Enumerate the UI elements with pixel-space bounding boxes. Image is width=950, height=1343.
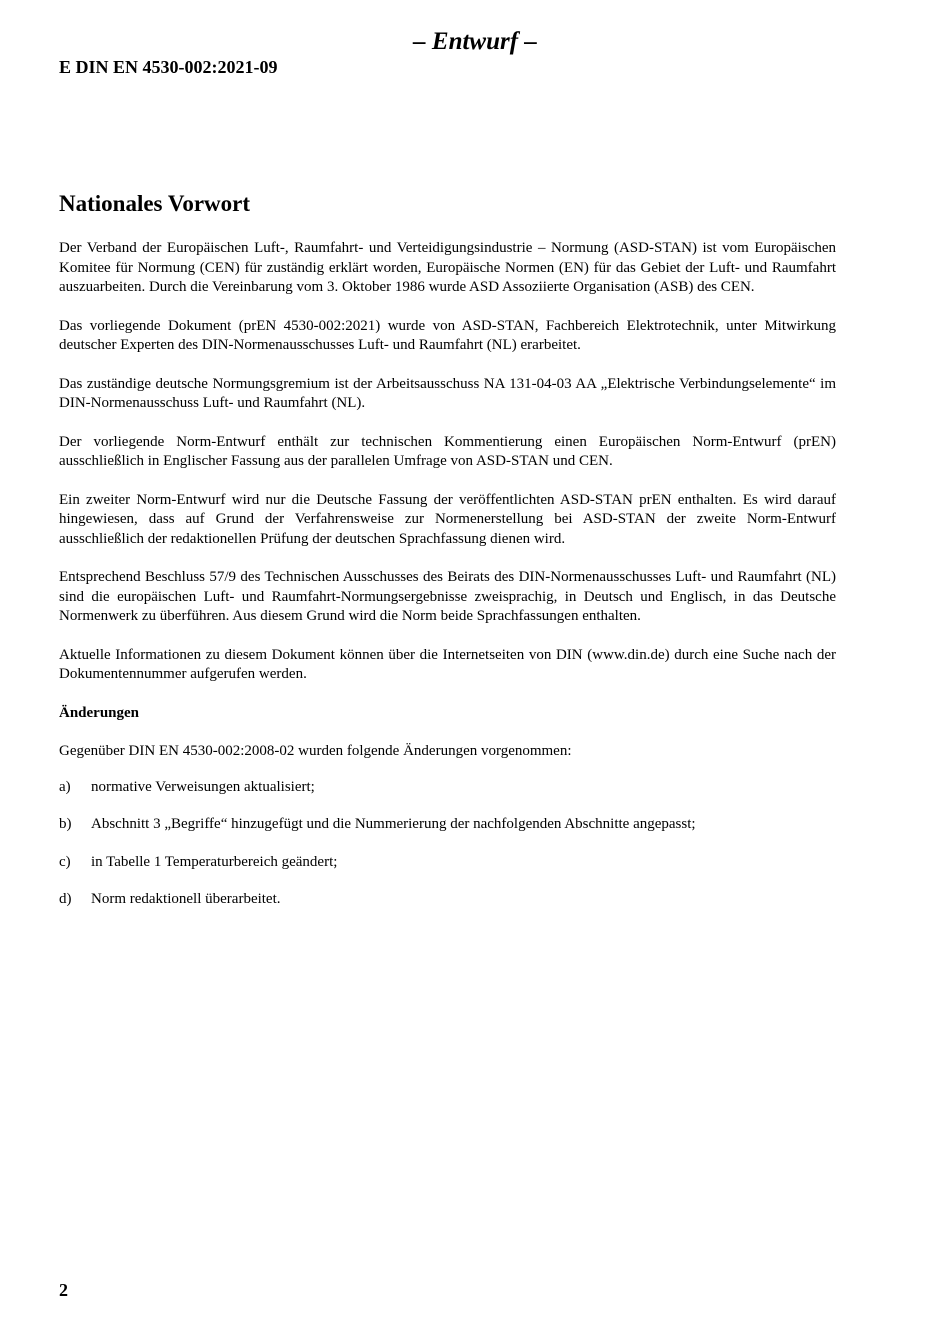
list-item — [59, 778, 836, 798]
list-text: Norm redaktionell überarbeitet. — [91, 891, 281, 907]
paragraph: Aktuelle Informationen zu diesem Dokument können über die Internetseiten von DIN (www.din.de) durch eine Suche nach der Dokumentennummer aufgerufen werden. — [59, 646, 836, 682]
list-item — [59, 890, 836, 910]
list-marker: b) — [59, 816, 72, 832]
section-title: Nationales Vorwort — [59, 191, 251, 216]
document-id: E DIN EN 4530-002:2021-09 — [59, 57, 278, 77]
paragraph: Das zuständige deutsche Normungsgremium ist der Arbeitsausschuss NA 131-04-03 AA „Elektrische Verbindungselemente“ im DIN-Normenausschuss Luft- und Raumfahrt (NL). — [59, 375, 836, 411]
list-marker: d) — [59, 891, 72, 907]
changes-heading: Änderungen — [59, 704, 140, 721]
changes-intro: Gegenüber DIN EN 4530-002:2008-02 wurden folgende Änderungen vorgenommen: — [59, 743, 572, 759]
paragraph: Ein zweiter Norm-Entwurf wird nur die Deutsche Fassung der veröffentlichten ASD-STAN prEN enthalten. Es wird darauf hingewiesen, dass auf Grund der Verfahrensweise zur Normenerstellung bei ASD-STAN der zweite Norm-Entwurf ausschließlich der redaktionellen Prüfung der deutschen Sprachfassung dienen wird. — [59, 491, 836, 547]
draft-watermark: – Entwurf – — [413, 28, 537, 55]
list-item — [59, 815, 836, 835]
page-number: 2 — [59, 1280, 68, 1300]
paragraph: Entsprechend Beschluss 57/9 des Technischen Ausschusses des Beirats des DIN-Normenausschusses Luft- und Raumfahrt (NL) sind die europäischen Luft- und Raumfahrt-Normungsergebnisse zweisprachig, in Deutsch und Englisch, in das Deutsche Normenwerk zu überführen. Aus diesem Grund wird die Norm beide Sprachfassungen enthalten. — [59, 569, 836, 624]
page-content — [59, 190, 836, 928]
list-marker: a) — [59, 778, 71, 795]
paragraph: Der vorliegende Norm-Entwurf enthält zur technischen Kommentierung einen Europäischen Norm-Entwurf (prEN) ausschließlich in Englischer Fassung aus der parallelen Umfrage von ASD-STAN und CEN. — [59, 433, 836, 469]
list-text: in Tabelle 1 Temperaturbereich geändert; — [91, 853, 338, 870]
paragraph: Das vorliegende Dokument (prEN 4530-002:2021) wurde von ASD-STAN, Fachbereich Elektrotechnik, unter Mitwirkung deutscher Experten des DIN-Normenausschusses Luft- und Raumfahrt (NL) erarbeitet. — [59, 317, 836, 353]
changes-list — [59, 778, 836, 910]
list-item — [59, 853, 836, 873]
list-text: Abschnitt 3 „Begriffe“ hinzugefügt und die Nummerierung der nachfolgenden Abschnitte angepasst; — [91, 816, 696, 832]
paragraph: Der Verband der Europäischen Luft-, Raumfahrt- und Verteidigungsindustrie – Normung (ASD-STAN) ist vom Europäischen Komitee für Normung (CEN) für zuständig erklärt worden, Europäische Normen (EN) für das Gebiet der Luft- und Raumfahrt auszuarbeiten. Durch die Vereinbarung vom 3. Oktober 1986 wurde ASD Assoziierte Organisation (ASB) des CEN. — [59, 240, 836, 295]
list-text: normative Verweisungen aktualisiert; — [91, 778, 315, 795]
list-marker: c) — [59, 853, 71, 870]
